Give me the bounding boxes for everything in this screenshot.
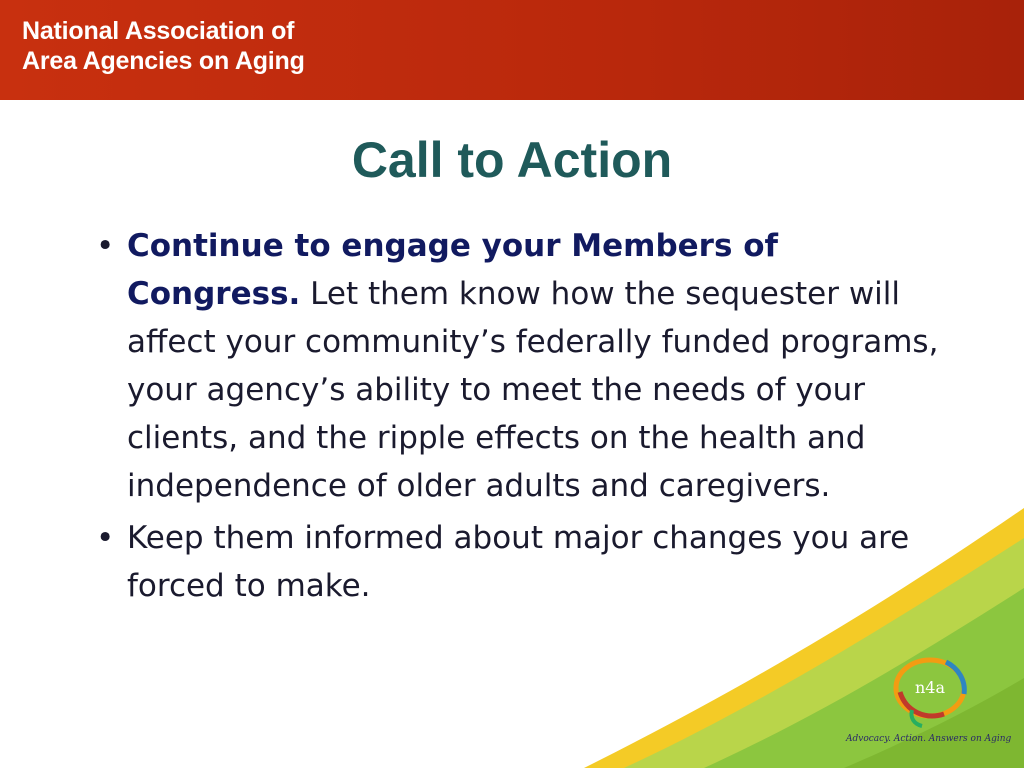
bullet-lead-text: Continue to engage your Members of Congress. [127, 228, 778, 312]
slide-title: Call to Action [351, 132, 673, 188]
header-bar [0, 0, 1024, 100]
n4a-logo-icon [886, 648, 974, 728]
organization-name [22, 16, 305, 76]
footer-tagline: Advocacy. Action. Answers on Aging [846, 734, 1012, 744]
org-name-line2: Area Agencies on Aging [22, 47, 305, 75]
bullet-body-text: Keep them informed about major changes you are forced to make. [127, 520, 910, 604]
bullet-body-text: Let them know how the sequester will affect your community’s federally funded programs, your agency’s ability to meet the needs of your clients, and the ripple effects on the health and independence of older adults and caregivers. [127, 276, 939, 504]
org-name-line1: National Association of [22, 17, 295, 45]
logo-text: n4a [914, 678, 946, 697]
bullet-icon: • [96, 520, 115, 556]
bullet-icon: • [96, 228, 115, 264]
bullet-item-1 [92, 222, 942, 510]
